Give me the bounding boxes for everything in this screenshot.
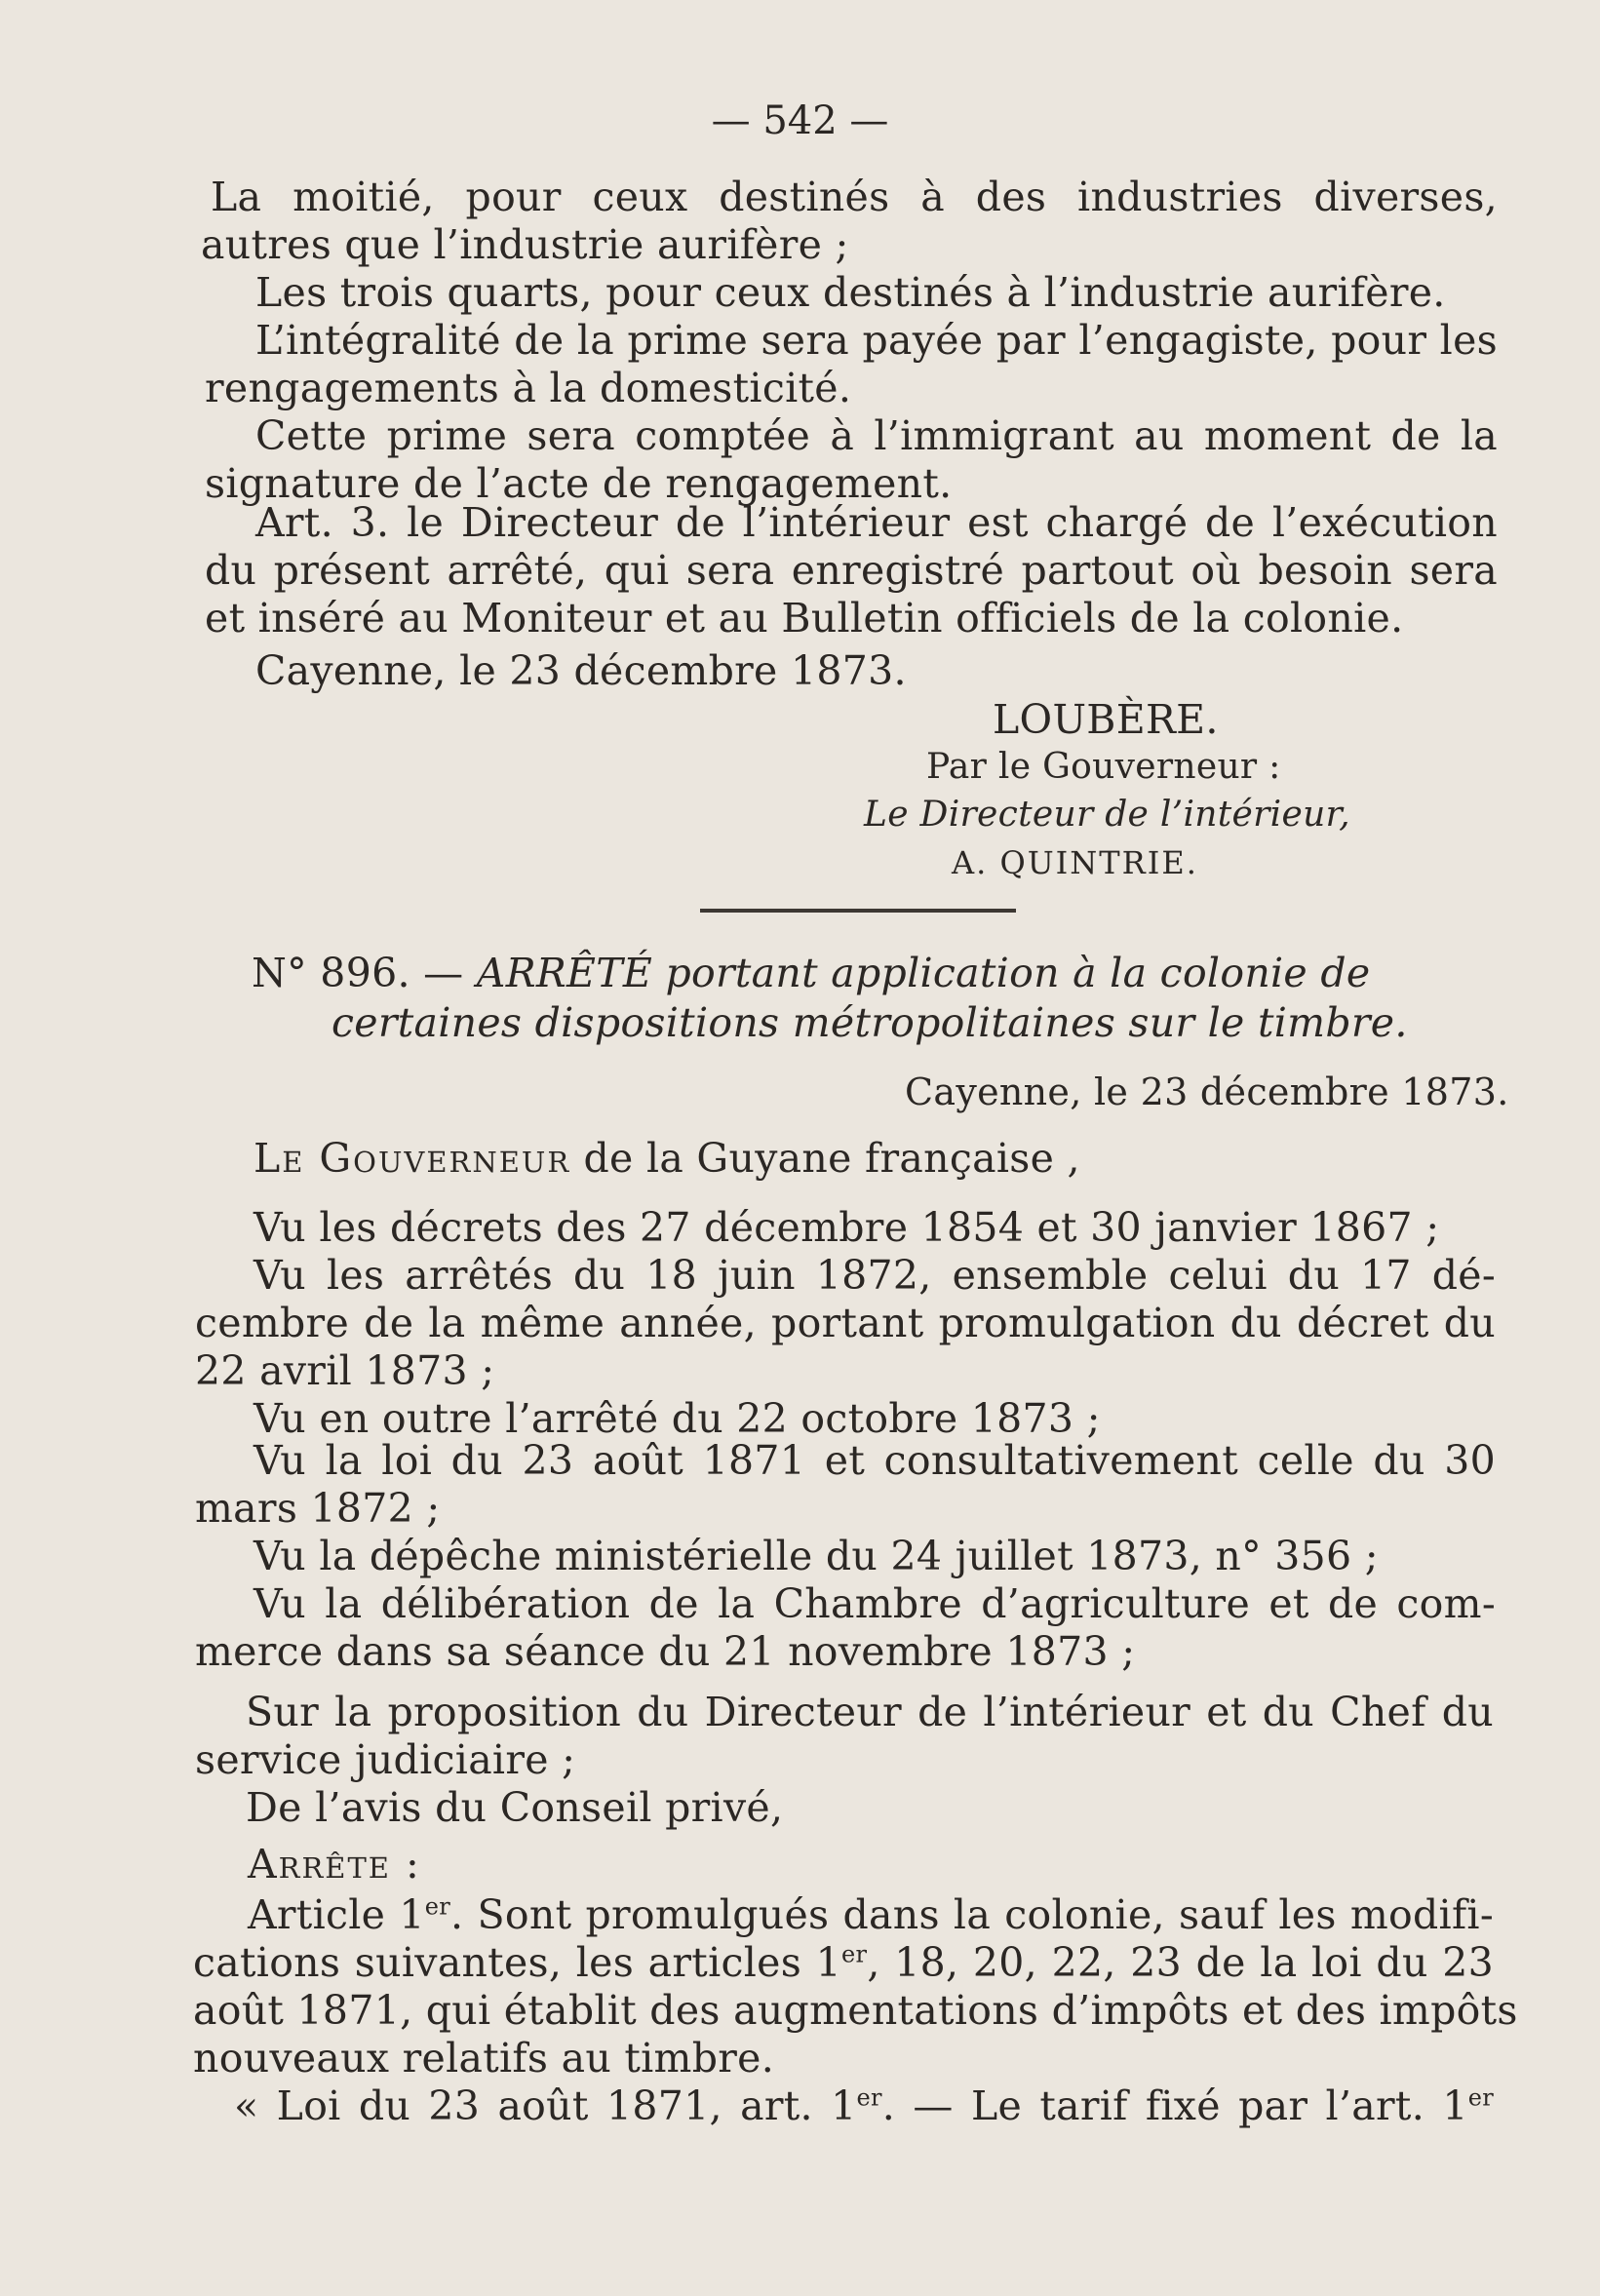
text-line: autres que l’industrie aurifère ; (201, 221, 849, 268)
signature-loubere: LOUBÈRE. (993, 696, 1219, 743)
text-line: La moitié, pour ceux destinés à des industries diverses, (211, 174, 1498, 220)
text-line: 22 avril 1873 ; (195, 1347, 495, 1394)
place-date: Cayenne, le 23 décembre 1873. (255, 647, 907, 694)
text-line: Vu la délibération de la Chambre d’agriculture et de com- (254, 1580, 1496, 1627)
text-line: et inséré au Moniteur et au Bulletin officiels de la colonie. (205, 595, 1404, 642)
text-line: Art. 3. le Directeur de l’intérieur est chargé de l’exécution (255, 499, 1498, 546)
quote-line: « Loi du 23 août 1871, art. 1er. — Le tarif fixé par l’art. 1er (234, 2082, 1494, 2129)
text-line: Vu la loi du 23 août 1871 et consultativement celle du 30 (254, 1437, 1496, 1484)
section-divider (700, 909, 1016, 913)
page-number: — 542 — (711, 98, 889, 143)
governor-line (254, 1135, 1080, 1182)
director-title: Le Directeur de l’intérieur, (864, 795, 1350, 835)
text-line: du présent arrêté, qui sera enregistré partout où besoin sera (205, 547, 1498, 594)
director-name: A. QUINTRIE. (952, 844, 1198, 881)
text-line: Vu en outre l’arrêté du 22 octobre 1873 ; (254, 1395, 1101, 1442)
text-line: service judiciaire ; (195, 1736, 576, 1783)
text-line: signature de l’acte de rengagement. (205, 460, 953, 507)
article-1-line-1: Article 1er. Sont promulgués dans la colonie, sauf les modifi- (248, 1891, 1494, 1938)
arrete-date: Cayenne, le 23 décembre 1873. (905, 1070, 1509, 1113)
text-line: Les trois quarts, pour ceux destinés à l’industrie aurifère. (255, 269, 1446, 316)
by-governor: Par le Gouverneur : (926, 747, 1281, 787)
text-line: Cette prime sera comptée à l’immigrant au moment de la (255, 412, 1498, 459)
governor-rest: de la Guyane française , (570, 1135, 1080, 1182)
text-line: cembre de la même année, portant promulgation du décret du (195, 1300, 1496, 1346)
text-line: Sur la proposition du Directeur de l’intérieur et du Chef du (246, 1689, 1494, 1735)
arrete-label: Arrête : (248, 1841, 421, 1887)
article-1-line-4: nouveaux relatifs au timbre. (193, 2035, 775, 2082)
arrete-heading-line-1 (252, 950, 1370, 996)
governor-label: Le Gouverneur (254, 1135, 571, 1182)
arrete-title-1: ARRÊTÉ portant application à la colonie de (476, 950, 1371, 996)
text-line: Vu les arrêtés du 18 juin 1872, ensemble celui du 17 dé- (254, 1252, 1496, 1299)
text-line: rengagements à la domesticité. (205, 365, 852, 411)
text-line: L’intégralité de la prime sera payée par l’engagiste, pour les (255, 317, 1498, 364)
text-line: mars 1872 ; (195, 1485, 441, 1532)
text-line: Vu les décrets des 27 décembre 1854 et 30 janvier 1867 ; (254, 1204, 1440, 1251)
article-1-line-3: août 1871, qui établit des augmentations d’impôts et des impôts (193, 1987, 1518, 2034)
article-1-line-2: cations suivantes, les articles 1er, 18, 20, 22, 23 de la loi du 23 (193, 1939, 1494, 1986)
arrete-title-2: certaines dispositions métropolitaines sur le timbre. (332, 999, 1408, 1046)
text-line: De l’avis du Conseil privé, (246, 1784, 784, 1831)
text-line: merce dans sa séance du 21 novembre 1873 ; (195, 1628, 1136, 1675)
arrete-number: N° 896. — (252, 950, 464, 996)
text-line: Vu la dépêche ministérielle du 24 juillet 1873, n° 356 ; (254, 1533, 1379, 1579)
